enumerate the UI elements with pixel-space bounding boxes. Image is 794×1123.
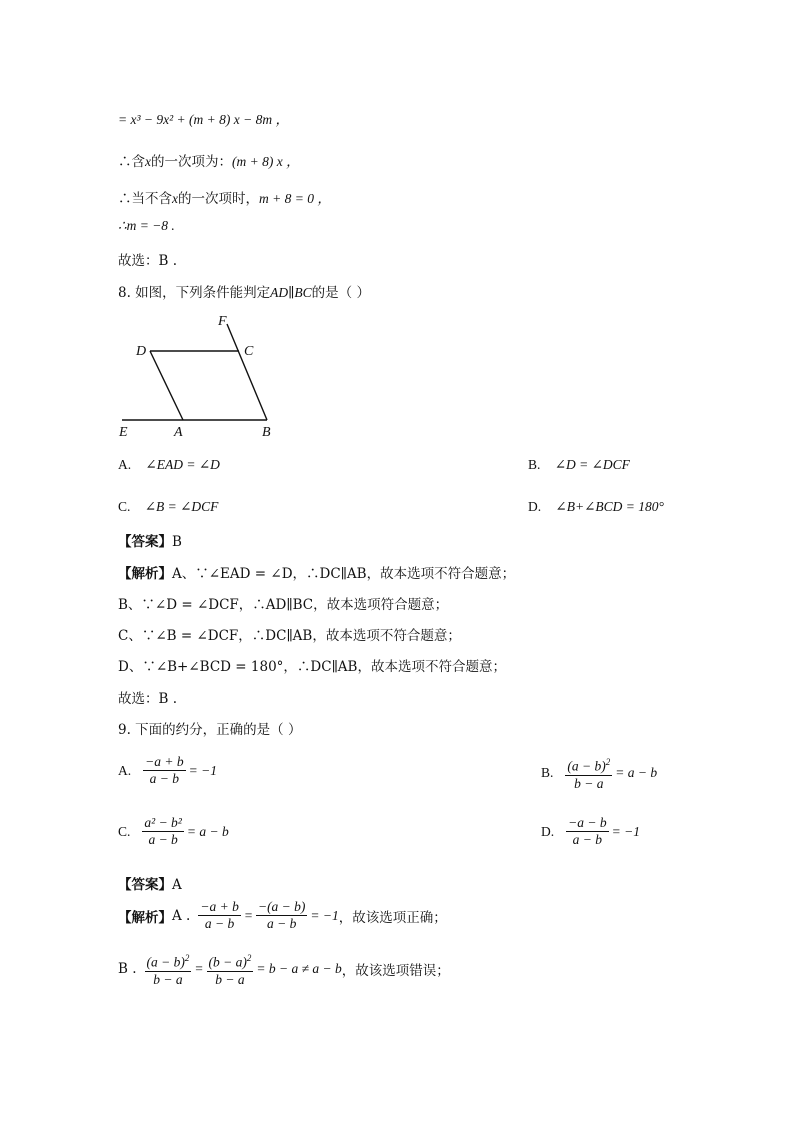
equals: = [243, 907, 253, 923]
rhs: = −1 [310, 907, 339, 923]
analysis-text: A、∵∠EAD = ∠D，∴DC∥AB，故本选项不符合题意； [172, 566, 516, 582]
var: x [145, 154, 151, 169]
fraction [198, 899, 240, 932]
option-label: D. [541, 823, 555, 839]
q9-option-b [541, 754, 657, 792]
denominator: a − b [142, 831, 183, 848]
exponent: 2 [246, 953, 252, 963]
text: 的一次项为： [151, 154, 232, 170]
numerator: −a − b [568, 815, 607, 830]
equals: = [194, 960, 204, 976]
numerator: −a + b [145, 754, 184, 769]
q8-analysis-line-4: D、∵∠B+∠BCD = 180°，∴DC∥AB，故本选项不符合题意； [118, 659, 506, 675]
analysis-tag: 【解析】 [118, 566, 172, 582]
q8-option-d [528, 499, 664, 515]
analysis-tail: ，故该选项正确； [338, 909, 447, 926]
math: (m + 8) x ， [232, 154, 300, 169]
question-8-stem [118, 281, 370, 301]
fraction [566, 815, 608, 848]
fraction [143, 754, 185, 787]
text: ∴含 [118, 154, 145, 170]
q9-analysis-b [118, 950, 450, 988]
denominator: b − a [145, 971, 192, 988]
solution-expansion-line: = x³ − 9x² + (m + 8) x − 8m ， [118, 112, 289, 127]
option-label: A. [118, 457, 132, 472]
numerator [207, 950, 254, 971]
analysis-label: B . [118, 960, 137, 977]
label-C: C [244, 344, 254, 359]
analysis-label: A . [172, 907, 191, 924]
option-text: ∠EAD = ∠D [145, 457, 220, 472]
q8-analysis-line-3: C、∵∠B = ∠DCF，∴DC∥AB，故本选项不符合题意； [118, 628, 461, 644]
line-DA [150, 351, 183, 420]
option-label: B. [541, 764, 554, 780]
exponent: 2 [184, 953, 190, 963]
numerator: −(a − b) [257, 899, 306, 914]
answer-tag: 【答案】 [118, 534, 172, 550]
question-8-figure [110, 305, 290, 445]
option-label: B. [528, 457, 541, 472]
q9-option-d [541, 815, 640, 848]
rhs: = a − b [186, 823, 229, 839]
q9-option-a [118, 754, 217, 787]
numerator [565, 754, 612, 775]
base: (b − a) [208, 954, 247, 970]
question-9-stem: 9. 下面的约分，正确的是（ ） [118, 722, 302, 738]
var: x [172, 191, 178, 206]
rhs: = b − a ≠ a − b [256, 960, 342, 976]
answer-tag: 【答案】 [118, 877, 172, 893]
numerator: a² − b² [144, 815, 182, 830]
exponent: 2 [605, 757, 611, 767]
numerator: −a + b [200, 899, 239, 914]
option-label: A. [118, 762, 132, 778]
base: (a − b) [567, 758, 606, 774]
q9-option-c [118, 815, 229, 848]
denominator: a − b [143, 770, 185, 787]
denominator: b − a [207, 971, 254, 988]
label-D: D [136, 344, 147, 359]
solution-result-line: ∴m = −8 . [118, 218, 175, 233]
option-label: C. [118, 499, 131, 514]
solution-linear-term-line [118, 150, 300, 170]
q8-option-a [118, 457, 220, 473]
math: m + 8 = 0 ， [259, 191, 331, 206]
fraction [565, 754, 612, 792]
q8-option-c [118, 499, 218, 515]
q8-answer [118, 530, 182, 550]
q8-analysis-line-1 [118, 562, 515, 582]
denominator: b − a [565, 775, 612, 792]
q8-option-b [528, 457, 630, 473]
analysis-tag: 【解析】 [118, 909, 172, 926]
stem-math: AD∥BC [270, 285, 312, 300]
denominator: a − b [256, 915, 307, 932]
base: (a − b) [146, 954, 185, 970]
numerator [145, 950, 192, 971]
line-FB [227, 324, 267, 420]
stem-tail: 的是（ ） [311, 285, 370, 301]
stem-text: 8. 如图，下列条件能判定 [118, 285, 271, 301]
label-B: B [262, 425, 271, 440]
q8-analysis-line-2: B、∵∠D = ∠DCF，∴AD∥BC，故本选项符合题意； [118, 597, 449, 613]
option-text: ∠B = ∠DCF [144, 499, 219, 514]
text: ∴当不含 [118, 191, 172, 207]
label-E: E [119, 425, 128, 440]
solution-condition-line [118, 187, 331, 207]
answer-value: B [172, 534, 182, 550]
analysis-tail: ，故该选项错误； [341, 962, 450, 979]
answer-value: A [172, 877, 182, 893]
fraction [145, 950, 192, 988]
label-A: A [174, 425, 183, 440]
rhs: = a − b [615, 764, 658, 780]
option-text: ∠B+∠BCD = 180° [555, 499, 664, 514]
text: 的一次项时， [178, 191, 259, 207]
q8-conclusion: 故选：B . [118, 691, 178, 707]
option-label: D. [528, 499, 542, 514]
q9-answer [118, 873, 182, 893]
rhs: = −1 [188, 762, 217, 778]
solution-choice-line: 故选：B . [118, 253, 178, 269]
label-F: F [218, 314, 227, 329]
rhs: = −1 [611, 823, 640, 839]
denominator: a − b [566, 831, 608, 848]
fraction [256, 899, 307, 932]
option-text: ∠D = ∠DCF [554, 457, 630, 472]
q9-analysis-a [118, 899, 447, 932]
option-label: C. [118, 823, 131, 839]
fraction [207, 950, 254, 988]
denominator: a − b [198, 915, 240, 932]
fraction [142, 815, 183, 848]
